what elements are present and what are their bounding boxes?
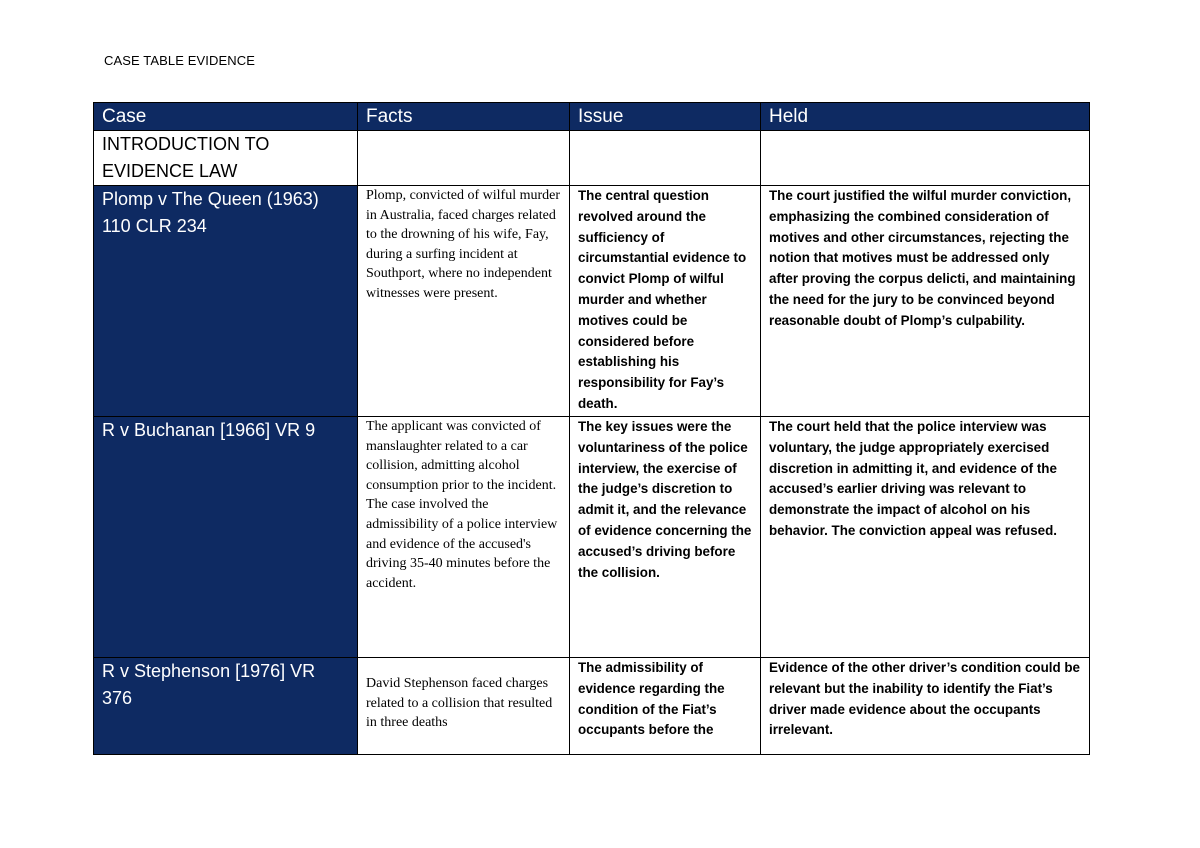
section-heading-row	[94, 131, 1090, 186]
table-row	[94, 186, 1090, 417]
document-title: CASE TABLE EVIDENCE	[104, 53, 255, 68]
header-held: Held	[761, 103, 1090, 131]
table-header-row	[94, 103, 1090, 131]
section-heading: INTRODUCTION TO EVIDENCE LAW	[94, 131, 358, 186]
case-facts: David Stephenson faced charges related to a collision that resulted in three deaths	[358, 658, 570, 755]
table-row	[94, 417, 1090, 658]
case-issue: The admissibility of evidence regarding the condition of the Fiat’s occupants before the	[570, 658, 761, 755]
case-facts: The applicant was convicted of manslaughter related to a car collision, admitting alcohol consumption prior to the incident. The case involved the admissibility of a police interview and evidence of the accused's driving 35-40 minutes before the accident.	[358, 417, 570, 658]
case-issue: The key issues were the voluntariness of the police interview, the exercise of the judge’s discretion to admit it, and the relevance of evidence concerning the accused’s driving before the collision.	[570, 417, 761, 658]
case-facts: Plomp, convicted of wilful murder in Australia, faced charges related to the drowning of his wife, Fay, during a surfing incident at Southport, where no independent witnesses were present.	[358, 186, 570, 417]
case-held: Evidence of the other driver’s condition could be relevant but the inability to identify the Fiat’s driver made evidence about the occupants irrelevant.	[761, 658, 1090, 755]
header-case: Case	[94, 103, 358, 131]
case-issue: The central question revolved around the sufficiency of circumstantial evidence to convict Plomp of wilful murder and whether motives could be considered before establishing his responsibility for Fay’s death.	[570, 186, 761, 417]
header-facts: Facts	[358, 103, 570, 131]
case-name: R v Buchanan [1966] VR 9	[94, 417, 358, 658]
table-row	[94, 658, 1090, 755]
empty-cell	[358, 131, 570, 186]
case-held: The court justified the wilful murder conviction, emphasizing the combined consideration of motives and other circumstances, rejecting the notion that motives must be addressed only after proving the corpus delicti, and maintaining the need for the jury to be convinced beyond reasonable doubt of Plomp’s culpability.	[761, 186, 1090, 417]
case-name: R v Stephenson [1976] VR 376	[94, 658, 358, 755]
case-table	[93, 102, 1090, 755]
case-name: Plomp v The Queen (1963) 110 CLR 234	[94, 186, 358, 417]
header-issue: Issue	[570, 103, 761, 131]
empty-cell	[761, 131, 1090, 186]
case-held: The court held that the police interview was voluntary, the judge appropriately exercised discretion in admitting it, and evidence of the accused’s earlier driving was relevant to demonstrate the impact of alcohol on his behavior. The conviction appeal was refused.	[761, 417, 1090, 658]
empty-cell	[570, 131, 761, 186]
